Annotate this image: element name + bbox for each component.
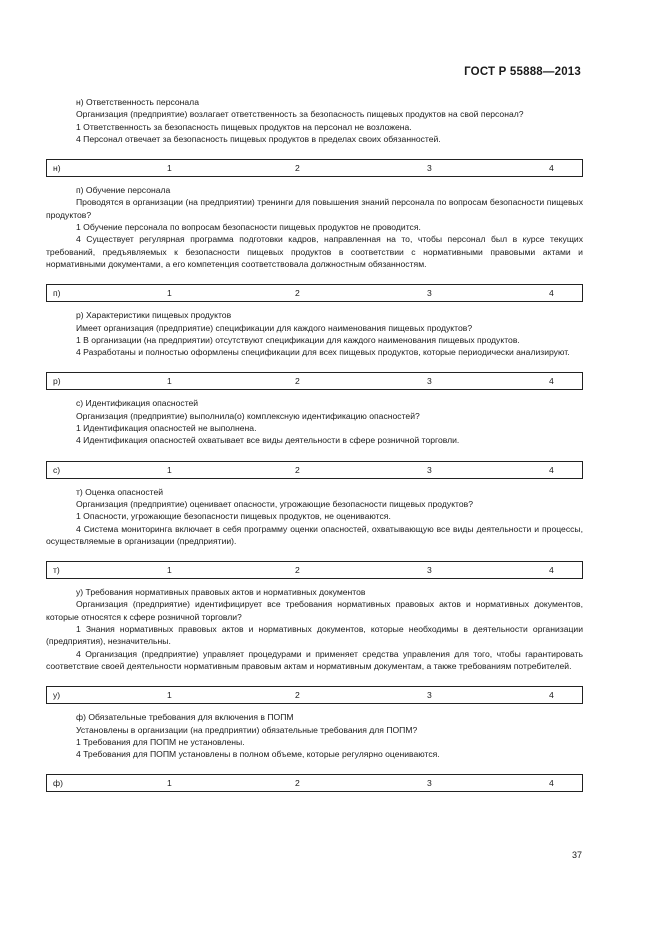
section-hazard-assessment [46,486,583,579]
score-row [46,461,583,479]
criterion-1: 1 Опасности, угрожающие безопасности пищевых продуктов, не оцениваются. [76,511,391,522]
question-text: Организация (предприятие) возлагает ответственность за безопасность пищевых продуктов на свой персонал? [76,109,524,120]
score-4: 4 [549,464,554,475]
criterion-1: 1 Знания нормативных правовых актов и нормативных документов, которые необходимы в деятельности организации (предприятия), незначительны. [46,624,583,647]
criterion-4: 4 Идентификация опасностей охватывает все виды деятельности в сфере розничной торговли. [76,435,460,446]
score-1: 1 [167,464,172,475]
score-4: 4 [549,376,554,387]
question-text: Имеет организация (предприятие) спецификации для каждого наименования пищевых продуктов? [76,322,473,333]
document-body [46,96,583,799]
section-personnel-responsibility [46,96,583,177]
criterion-4: 4 Система мониторинга включает в себя программу оценки опасностей, охватывающую все виды деятельности и процессы, осуществляемые в организации (предприятии). [46,523,583,546]
question-text: Проводятся в организации (на предприятии) тренинги для повышения знаний персонала по вопросам безопасности пищевых продуктов? [46,197,583,220]
section-regulatory-requirements [46,586,583,704]
criterion-4: 4 Персонал отвечает за безопасность пищевых продуктов в пределах своих обязанностей. [76,133,441,144]
criterion-1: 1 Обучение персонала по вопросам безопасности пищевых продуктов не проводится. [76,222,421,233]
section-title: н) Ответственность персонала [76,97,199,107]
score-row-label: н) [53,163,61,174]
score-row [46,284,583,302]
score-2: 2 [295,690,300,701]
section-title: ф) Обязательные требования для включения в ПОПМ [76,712,294,723]
score-3: 3 [427,288,432,299]
question-text: Установлены в организации (на предприятии) обязательные требования для ПОПМ? [76,724,418,735]
score-4: 4 [549,163,554,174]
section-food-characteristics [46,309,583,390]
score-2: 2 [295,163,300,174]
page-number: 37 [572,850,583,860]
score-2: 2 [295,376,300,387]
score-2: 2 [295,778,300,789]
section-title: р) Характеристики пищевых продуктов [76,310,232,321]
section-personnel-training [46,184,583,302]
score-row-label: у) [53,690,61,701]
score-3: 3 [427,565,432,576]
score-3: 3 [427,464,432,475]
score-3: 3 [427,163,432,174]
score-row-label: р) [53,376,61,387]
question-text: Организация (предприятие) выполнила(о) комплексную идентификацию опасностей? [76,410,420,421]
section-title: у) Требования нормативных правовых актов и нормативных документов [76,587,366,598]
score-row-label: ф) [53,778,63,789]
score-3: 3 [427,778,432,789]
section-title: п) Обучение персонала [76,185,171,196]
section-hazard-identification [46,397,583,478]
score-row [46,686,583,704]
score-2: 2 [295,565,300,576]
score-1: 1 [167,565,172,576]
score-4: 4 [549,778,554,789]
score-row [46,372,583,390]
score-row [46,159,583,177]
score-4: 4 [549,565,554,576]
section-prp-requirements [46,711,583,792]
section-title: с) Идентификация опасностей [76,398,199,409]
section-title: т) Оценка опасностей [76,486,164,497]
question-text: Организация (предприятие) идентифицирует все требования нормативных правовых актов и нормативных документов, которые относятся к сфере розничной торговли? [46,599,583,622]
criterion-4: 4 Требования для ПОПМ установлены в полном объеме, которые регулярно оцениваются. [76,749,440,760]
score-1: 1 [167,376,172,387]
criterion-1: 1 В организации (на предприятии) отсутствуют спецификации для каждого наименования пищевых продуктов. [76,334,520,345]
score-3: 3 [427,376,432,387]
score-row [46,561,583,579]
score-3: 3 [427,690,432,701]
criterion-1: 1 Ответственность за безопасность пищевых продуктов на персонал не возложена. [76,121,412,132]
score-1: 1 [167,163,172,174]
criterion-4: 4 Организация (предприятие) управляет процедурами и применяет средства управления для того, чтобы гарантировать соответствие своей деятельности нормативным правовым актам и нормативным документам, а также требованиям потребителей. [46,648,583,671]
question-text: Организация (предприятие) оценивает опасности, угрожающие безопасности пищевых продуктов? [76,498,474,509]
score-4: 4 [549,288,554,299]
criterion-1: 1 Требования для ПОПМ не установлены. [76,736,245,747]
document-code: ГОСТ Р 55888—2013 [464,66,581,78]
score-1: 1 [167,288,172,299]
score-4: 4 [549,690,554,701]
score-2: 2 [295,288,300,299]
score-row-label: с) [53,464,61,475]
score-row-label: т) [53,565,60,576]
criterion-4: 4 Существует регулярная программа подготовки кадров, направленная на то, чтобы персонал был в курсе текущих требований, предъявляемых к безопасности пищевых продуктов в соответствии с нормативными правовыми актами и нормативными документами, а его компетенция соответствовала должностным обязанностям. [46,234,583,269]
score-row [46,774,583,792]
criterion-1: 1 Идентификация опасностей не выполнена. [76,423,257,434]
score-row-label: п) [53,288,61,299]
criterion-4: 4 Разработаны и полностью оформлены спецификации для всех пищевых продуктов, которые периодически анализируют. [76,347,570,358]
score-2: 2 [295,464,300,475]
score-1: 1 [167,690,172,701]
score-1: 1 [167,778,172,789]
